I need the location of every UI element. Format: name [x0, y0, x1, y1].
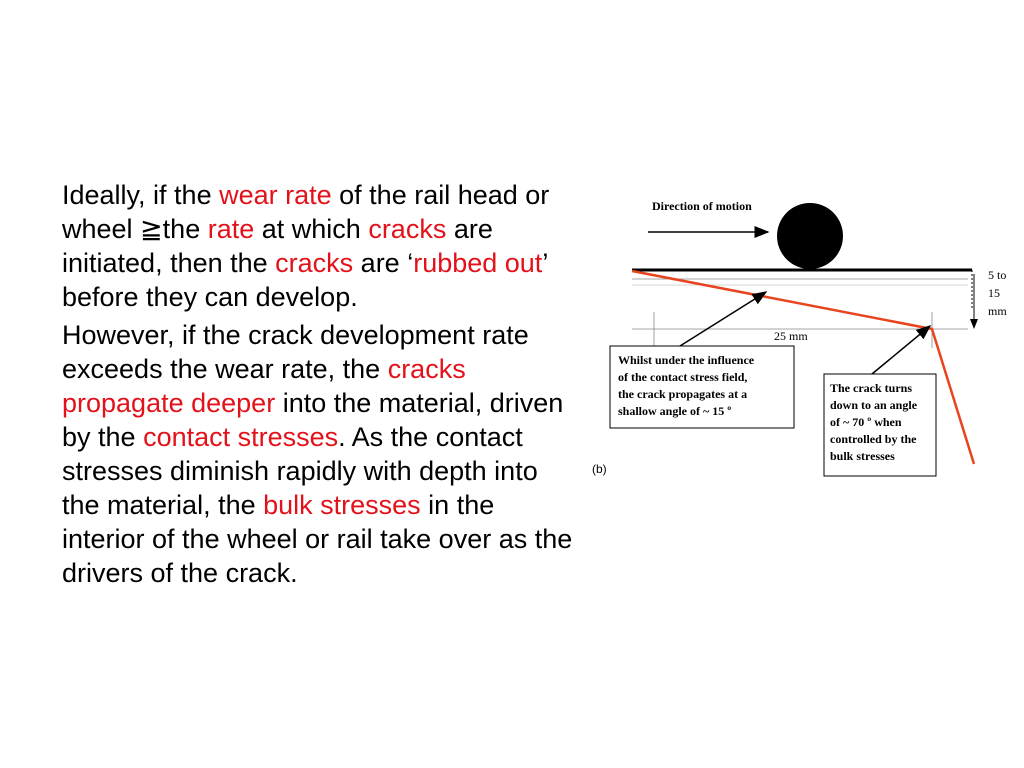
crack-diagram	[588, 188, 1018, 488]
text-segment: However, if the crack development rate exceeds the wear rate, the	[62, 320, 529, 384]
body-text	[62, 178, 582, 594]
highlight-cracks: cracks	[368, 214, 447, 244]
highlight-cracks-2: cracks	[275, 248, 354, 278]
box2-line-4: controlled by the	[830, 432, 917, 446]
depth-label-1: 5 to	[988, 268, 1007, 282]
highlight-rubbed-out: rubbed out	[413, 248, 543, 278]
box1-line-1: Whilst under the influence	[618, 353, 755, 367]
text-segment: into the material, driven by the	[62, 388, 564, 452]
highlight-bulk-stresses: bulk stresses	[263, 490, 421, 520]
text-segment: are initiated, then the	[62, 214, 493, 278]
box1-line-2: of the contact stress field,	[618, 370, 748, 384]
highlight-wear-rate: wear rate	[219, 180, 332, 210]
paragraph-2	[62, 318, 582, 590]
text-segment: in the interior of the wheel or rail take over as the drivers of the crack.	[62, 490, 573, 588]
box2-line-3: of ~ 70 º when	[830, 415, 902, 429]
length-label: 25 mm	[774, 329, 808, 343]
pointer-arrow-1	[680, 292, 766, 346]
box2-line-5: bulk stresses	[830, 449, 895, 463]
box1-line-4: shallow angle of ~ 15 º	[618, 404, 732, 418]
text-segment: ’ before they can develop.	[62, 248, 548, 312]
direction-label: Direction of motion	[652, 199, 752, 213]
highlight-contact-stresses: contact stresses	[143, 422, 339, 452]
box2-line-1: The crack turns	[830, 381, 912, 395]
depth-label-2: 15	[988, 286, 1000, 300]
geq-symbol: ≧	[140, 214, 163, 244]
text-segment: at which	[254, 214, 369, 244]
text-segment: Ideally, if the	[62, 180, 220, 210]
panel-label: (b)	[592, 462, 607, 476]
paragraph-1	[62, 178, 582, 314]
box1-line-3: the crack propagates at a	[618, 387, 748, 401]
highlight-cracks-propagate: cracks propagate deeper	[62, 354, 466, 418]
text-segment: are ‘	[353, 248, 414, 278]
pointer-arrow-2	[872, 326, 930, 374]
text-segment: . As the contact stresses diminish rapidly with depth into the material, the	[62, 422, 538, 520]
text-segment: the	[162, 214, 208, 244]
highlight-rate: rate	[207, 214, 255, 244]
text-segment: of the rail head or wheel	[62, 180, 550, 244]
wheel-icon	[777, 203, 843, 269]
box2-line-2: down to an angle	[830, 398, 918, 412]
depth-label-3: mm	[988, 304, 1007, 318]
